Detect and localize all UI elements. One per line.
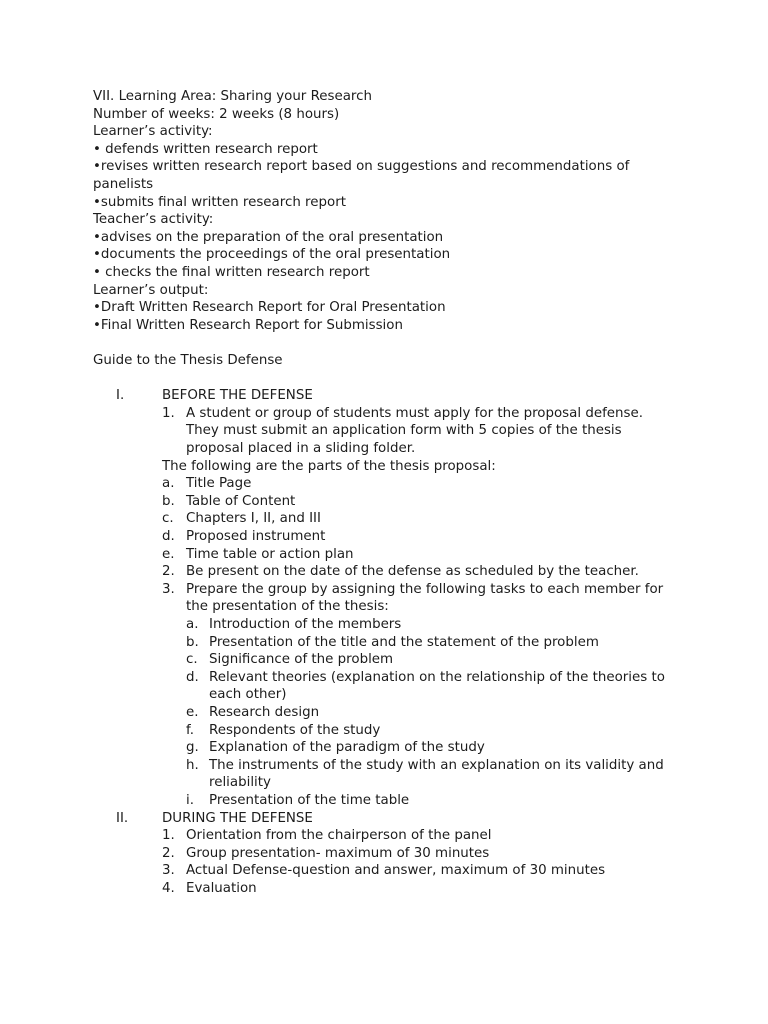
list-marker: d. — [162, 529, 175, 544]
learner-activity-item: • defends written research report — [93, 141, 318, 157]
teacher-activity-heading: Teacher’s activity: — [93, 212, 214, 228]
number-of-weeks: Number of weeks: 2 weeks (8 hours) — [93, 106, 340, 122]
learner-activity-item-continued: panelists — [93, 177, 154, 192]
list-item-text: Title Page — [186, 476, 252, 492]
list-item-text: Proposed instrument — [186, 529, 326, 544]
task-marker: e. — [186, 705, 199, 720]
task-text: each other) — [209, 687, 287, 703]
list-item-text: Be present on the date of the defense as scheduled by the teacher. — [186, 564, 639, 580]
task-text: Presentation of the time table — [209, 793, 410, 808]
teacher-activity-item: •documents the proceedings of the oral presentation — [93, 247, 451, 263]
list-marker: e. — [162, 546, 175, 562]
list-item-text: Orientation from the chairperson of the panel — [186, 828, 492, 844]
task-marker: a. — [186, 617, 199, 632]
task-text: Respondents of the study — [209, 722, 381, 738]
learner-output-item: •Final Written Research Report for Submission — [93, 317, 403, 333]
list-item-text: proposal placed in a sliding folder. — [186, 441, 416, 456]
list-item-text: A student or group of students must apply for the proposal defense. — [186, 405, 643, 421]
list-item-text: They must submit an application form with 5 copies of the thesis — [186, 423, 622, 439]
list-item-text: Chapters I, II, and III — [186, 511, 321, 527]
list-marker: c. — [162, 511, 174, 527]
list-marker: 2. — [162, 845, 175, 861]
task-marker: d. — [186, 669, 199, 685]
section-heading-before: BEFORE THE DEFENSE — [162, 388, 313, 404]
task-text: Relevant theories (explanation on the relationship of the theories to — [209, 669, 665, 685]
teacher-activity-item: • checks the final written research report — [93, 265, 370, 280]
learner-activity-item: •revises written research report based on suggestions and recommendations of — [93, 159, 630, 175]
parts-intro: The following are the parts of the thesis proposal: — [162, 458, 496, 474]
list-marker: a. — [162, 476, 175, 492]
task-text: Explanation of the paradigm of the study — [209, 740, 485, 756]
task-marker: g. — [186, 740, 199, 756]
learning-area-title: VII. Learning Area: Sharing your Research — [93, 89, 372, 104]
list-item-text: Evaluation — [186, 881, 257, 896]
task-marker: i. — [186, 793, 194, 808]
list-item-text: Prepare the group by assigning the following tasks to each member for — [186, 581, 664, 597]
task-text: Research design — [209, 705, 320, 720]
section-numeral: I. — [116, 388, 125, 404]
list-item-text: Table of Content — [186, 493, 296, 509]
task-text: reliability — [209, 775, 271, 791]
list-item-text: Group presentation- maximum of 30 minutes — [186, 845, 490, 861]
list-item-text: Time table or action plan — [186, 546, 354, 562]
task-marker: f. — [186, 722, 194, 738]
task-text: Introduction of the members — [209, 617, 402, 632]
list-marker: 4. — [162, 881, 175, 896]
list-marker: 3. — [162, 863, 175, 879]
section-numeral: II. — [116, 810, 129, 826]
task-text: Significance of the problem — [209, 652, 394, 668]
list-marker: 1. — [162, 828, 175, 844]
task-text: The instruments of the study with an explanation on its validity and — [209, 757, 664, 773]
task-marker: c. — [186, 652, 198, 668]
learner-output-item: •Draft Written Research Report for Oral Presentation — [93, 300, 446, 316]
learner-activity-item: •submits final written research report — [93, 194, 346, 210]
list-marker: b. — [162, 493, 175, 509]
learner-output-heading: Learner’s output: — [93, 282, 209, 298]
guide-title: Guide to the Thesis Defense — [93, 353, 283, 368]
section-heading-during: DURING THE DEFENSE — [162, 810, 313, 826]
learner-activity-heading: Learner’s activity: — [93, 124, 213, 140]
list-marker: 3. — [162, 581, 175, 597]
task-marker: h. — [186, 757, 199, 773]
list-marker: 1. — [162, 405, 175, 421]
task-marker: b. — [186, 634, 199, 650]
list-marker: 2. — [162, 564, 175, 580]
task-text: Presentation of the title and the statement of the problem — [209, 634, 599, 650]
list-item-text: Actual Defense-question and answer, maximum of 30 minutes — [186, 863, 606, 879]
list-item-text: the presentation of the thesis: — [186, 599, 389, 615]
teacher-activity-item: •advises on the preparation of the oral presentation — [93, 229, 444, 245]
